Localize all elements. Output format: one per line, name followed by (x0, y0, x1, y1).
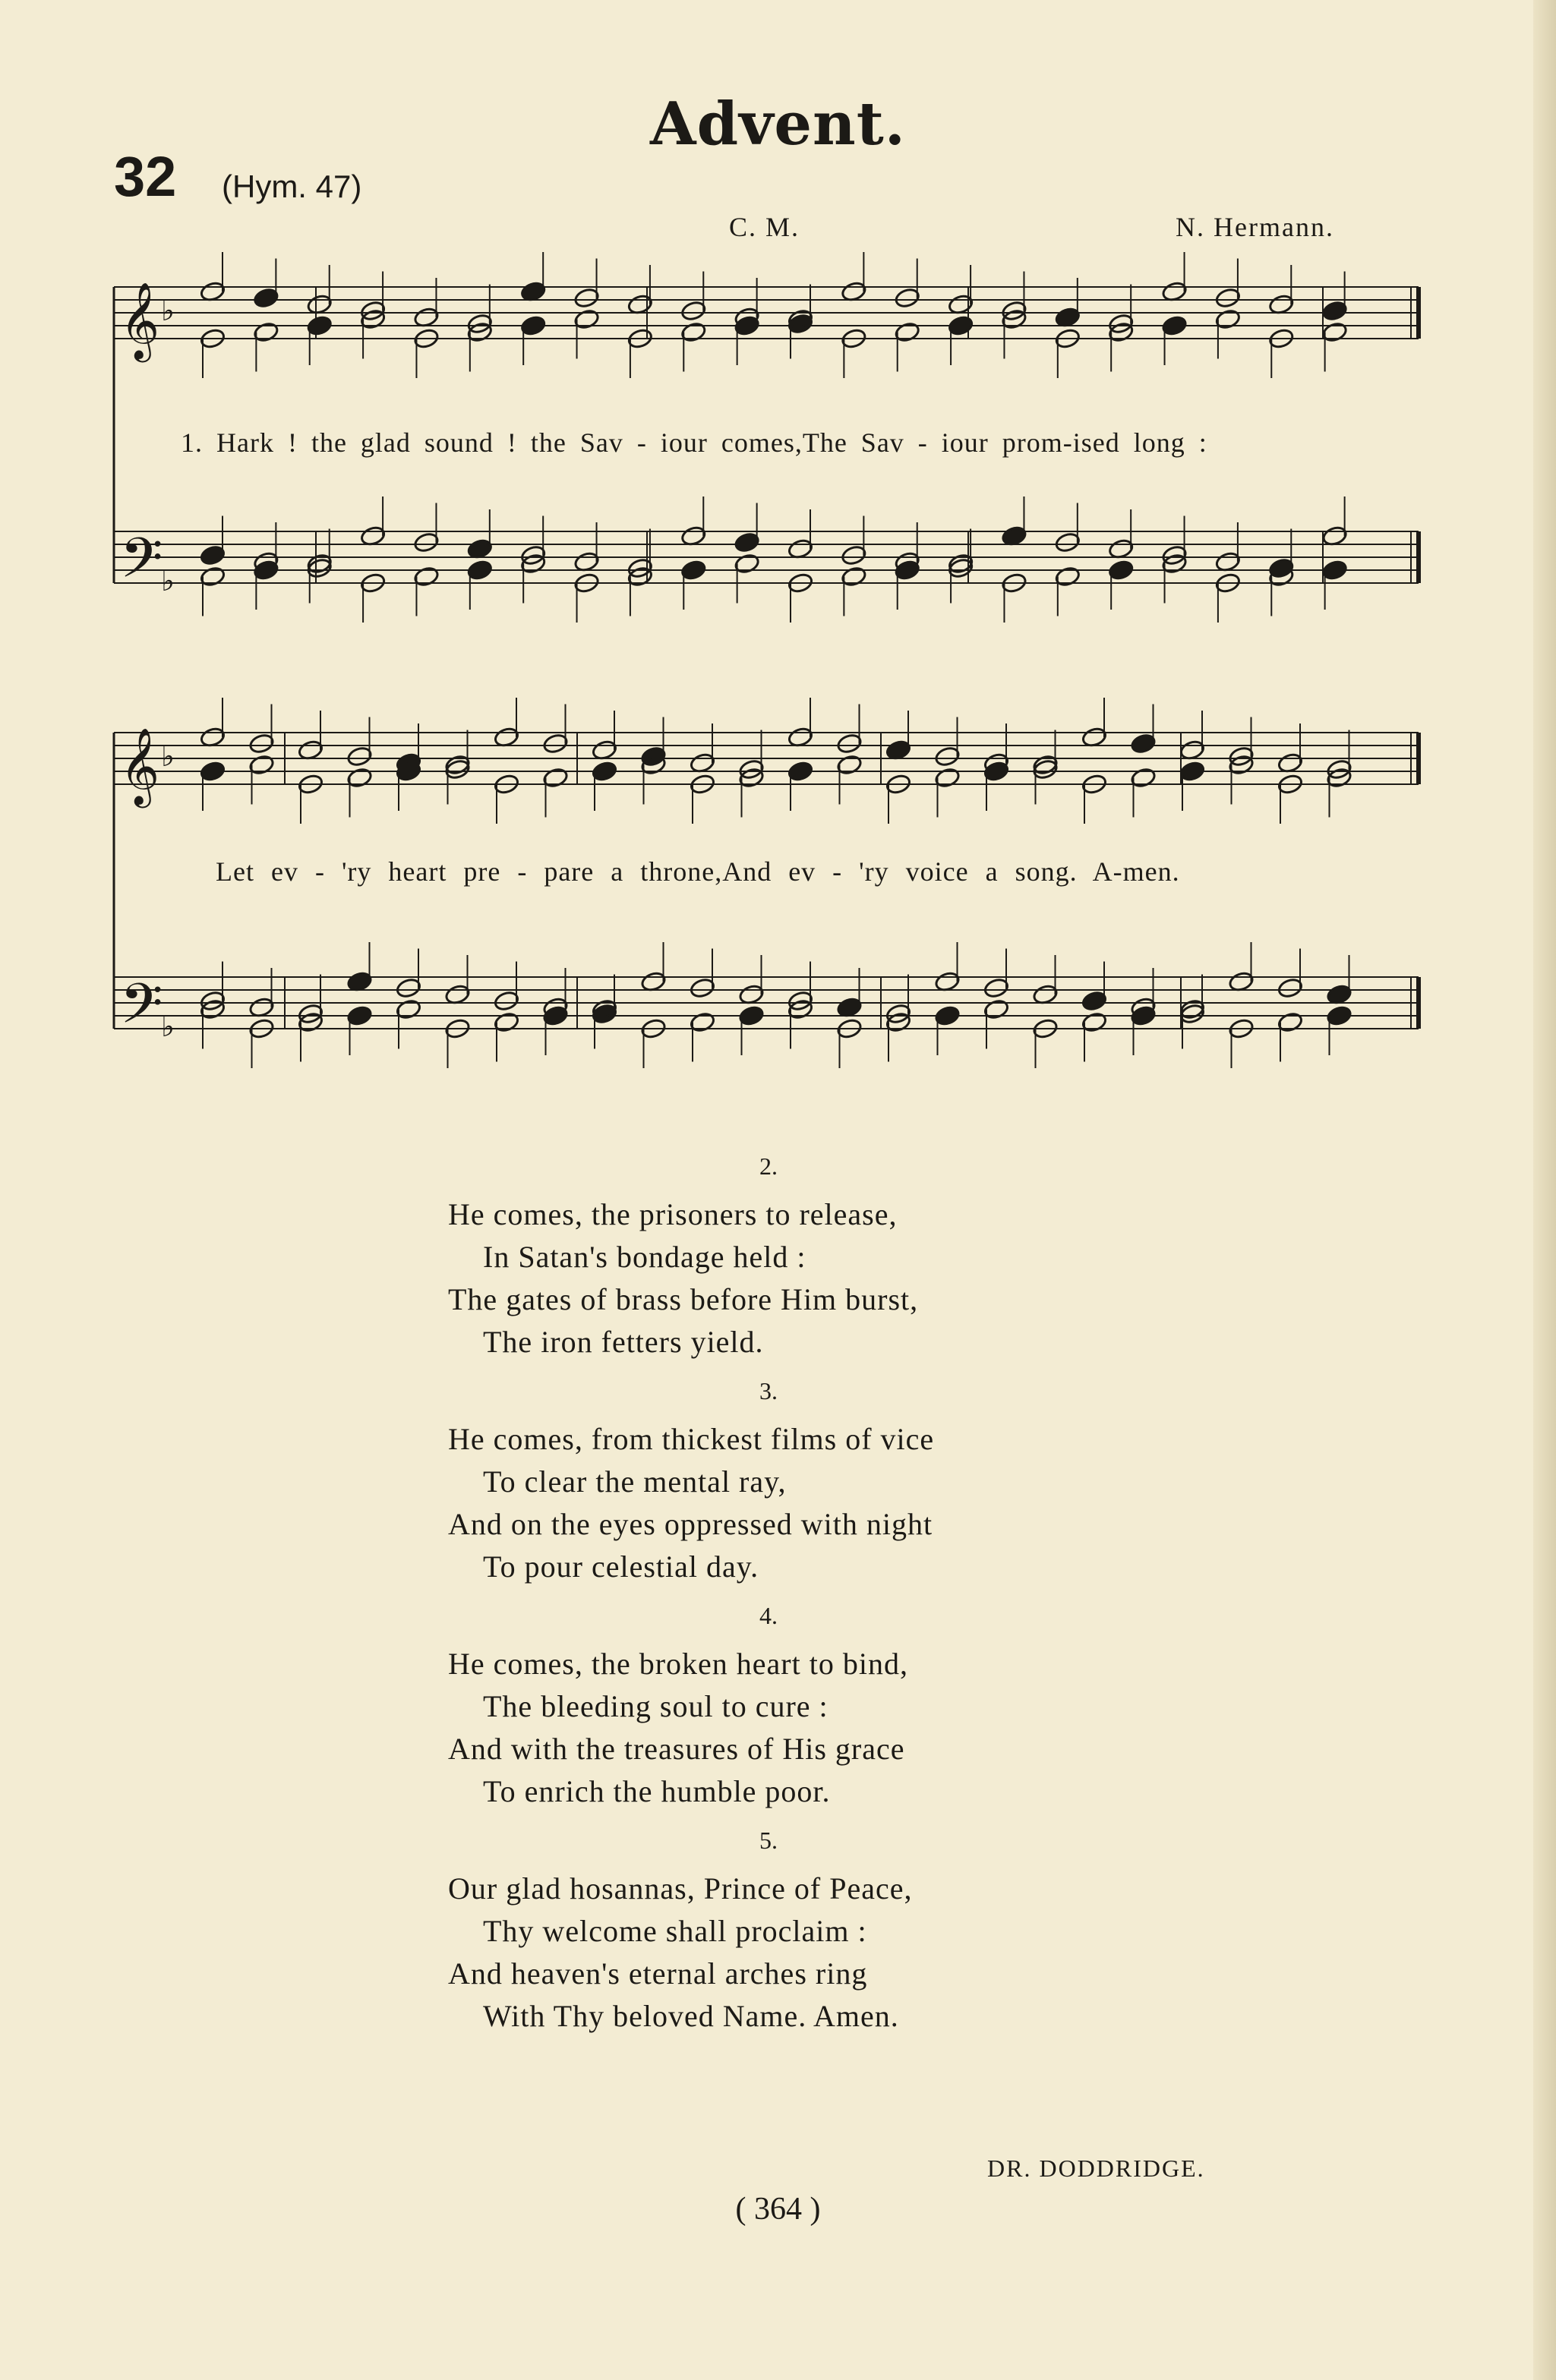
lyric-line-2: Let ev - 'ry heart pre - pare a throne,And ev - 'ry voice a song. A-men. (216, 856, 1180, 887)
verse-line: He comes, the broken heart to bind, (448, 1647, 908, 1681)
verse (448, 1588, 1207, 1813)
section-title: Advent. (650, 90, 906, 159)
key-signature-flat: ♭ (161, 294, 175, 327)
verse-line: He comes, from thickest films of vice (448, 1422, 935, 1456)
verse-number: 2. (759, 1152, 778, 1180)
verse-line: With Thy beloved Name. Amen. (483, 1999, 899, 2033)
key-signature-flat: ♭ (161, 564, 175, 597)
key-signature-flat: ♭ (161, 1010, 175, 1043)
page-number: ( 364 ) (735, 2192, 821, 2227)
verse-line: And with the treasures of His grace (448, 1732, 905, 1766)
verse-line: In Satan's bondage held : (483, 1240, 806, 1274)
verse-number: 4. (759, 1602, 778, 1629)
hymn-number: 32 (114, 145, 177, 208)
verse-line: To clear the mental ray, (483, 1464, 787, 1499)
verses (448, 1139, 1207, 2038)
key-signature-flat: ♭ (161, 739, 175, 773)
music-notation (0, 0, 1556, 1093)
treble-clef: 𝄞 (120, 727, 160, 805)
hymn-reference: (Hym. 47) (222, 169, 362, 204)
verse-line: To enrich the humble poor. (483, 1774, 831, 1808)
verse-number: 5. (759, 1827, 778, 1854)
verse-line: Thy welcome shall proclaim : (483, 1914, 867, 1948)
lyric-line-1: 1. Hark ! the glad sound ! the Sav - iour comes,The Sav - iour prom-ised long : (181, 427, 1207, 458)
author: DR. DODDRIDGE. (987, 2155, 1205, 2182)
verse-line: And heaven's eternal arches ring (448, 1956, 868, 1991)
verse (448, 1139, 1207, 1363)
verse-line: And on the eyes oppressed with night (448, 1507, 933, 1541)
verse-line: To pour celestial day. (483, 1549, 759, 1584)
verse-line: The gates of brass before Him burst, (448, 1282, 919, 1316)
bass-clef: 𝄢 (120, 525, 163, 604)
verse-line: Our glad hosannas, Prince of Peace, (448, 1871, 913, 1906)
hymn-meter: C. M. (729, 212, 800, 242)
verse-line: The bleeding soul to cure : (483, 1689, 828, 1723)
verse (448, 1363, 1207, 1588)
bass-clef: 𝄢 (120, 971, 163, 1049)
verse-line: The iron fetters yield. (483, 1325, 764, 1359)
verse-number: 3. (759, 1377, 778, 1404)
treble-clef: 𝄞 (120, 281, 160, 359)
verse-line: He comes, the prisoners to release, (448, 1197, 898, 1231)
verse (448, 1813, 1207, 2038)
composer: N. Hermann. (1176, 212, 1334, 242)
